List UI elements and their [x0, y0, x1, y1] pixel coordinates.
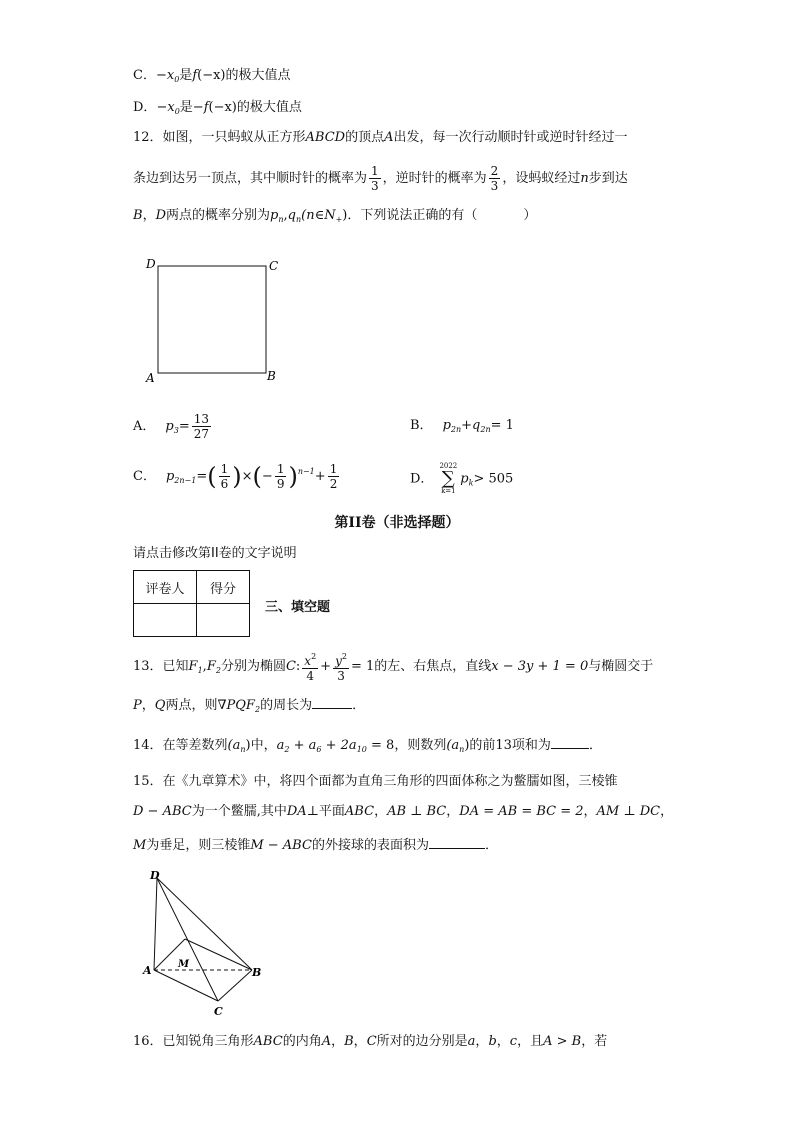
q11-option-c: C．$-x_0$是f(−x)的极大值点 — [133, 68, 291, 84]
label-c: C — [269, 259, 279, 273]
label-b: B — [252, 966, 262, 979]
score-table — [133, 570, 250, 637]
edge-ac — [154, 970, 218, 1001]
q12-line-3: B，D两点的概率分别为$p_n,q_n(n\in N_+)$．下列说法正确的有（ ） — [133, 208, 537, 224]
table-cell-score — [197, 604, 250, 637]
label-b: B — [267, 369, 276, 383]
q15-line-3: M为垂足，则三棱锥M − ABC的外接球的表面积为 ． — [133, 834, 498, 856]
label-d: D — [150, 869, 160, 882]
section-note[interactable]: 请点击修改第II卷的文字说明 — [133, 546, 297, 561]
q15-line-1: 15．在《九章算术》中，将四个面都为直角三角形的四面体称之为鳖臑如图，三棱锥 — [133, 774, 618, 789]
tetrahedron-figure — [140, 866, 270, 1018]
square-figure — [140, 252, 290, 388]
edge-dc — [157, 878, 218, 1001]
q11-option-d: D．$-x_0$是−f(−x)的极大值点 — [133, 100, 302, 116]
q13-line-1: 13．已知$F_1,F_2$分别为椭圆C: $\frac{x^2}{4}$ + $\frac{y^2}{3}$ = 1的左、右焦点，直线x − 3y + 1 = 0与椭圆交于 — [133, 652, 654, 683]
q16-line: 16．已知锐角三角形ABC的内角A，B，C所对的边分别是a，b，c，且A > B，若 — [133, 1034, 608, 1049]
label-m: M — [178, 959, 190, 970]
q15-answer-blank[interactable] — [429, 834, 485, 849]
q12-option-b: B． $p_{2n}+q_{2n}= 1$ — [410, 418, 514, 434]
edge-db — [157, 878, 252, 970]
q15-line-2: D − ABC为一个鳖臑,其中DA⊥平面ABC，AB ⊥ BC，DA = AB = BC = 2，AM ⊥ DC， — [133, 804, 674, 819]
q14-answer-blank[interactable] — [551, 734, 589, 749]
table-header-score: 得分 — [197, 571, 250, 604]
q13-line-2: P，Q两点，则$\nabla PQF_2$的周长为 ． — [133, 694, 365, 720]
label-d: D — [146, 257, 156, 271]
q12-option-d: D． 2022 ∑ k=1 $p_k> 505$ — [410, 462, 514, 495]
section-title: 第II卷（非选择题） — [334, 515, 460, 531]
label-a: A — [143, 964, 152, 977]
q12-option-a: A． $p_3=$ $\frac{13}{27}$ — [133, 412, 209, 441]
square-abcd — [158, 266, 266, 373]
edge-da — [154, 878, 157, 970]
table-cell-grader — [134, 604, 197, 637]
q14-line: 14．在等差数列$(a_n)$中，$a_2 + a_6 + 2a_{10} = 8$，则数列$(a_n)$的前13项和为 ． — [133, 734, 602, 760]
q12-line-2: 条边到达另一顶点，其中顺时针的概率为 $\frac{1}{3}$ ，逆时针的概率为 $\frac{2}{3}$ ，设蚂蚁经过n步到达 — [133, 164, 628, 193]
label-a: A — [146, 371, 155, 385]
edge-bc — [218, 970, 252, 1001]
q13-answer-blank[interactable] — [312, 694, 352, 709]
table-header-grader: 评卷人 — [134, 571, 197, 604]
q12-option-c: C． $p_{2n-1}=$( $\frac{1}{6}$ )×(− $\frac{1}{9}$ )$^{n-1}$+ $\frac{1}{2}$ — [133, 462, 338, 491]
q12-line-1: 12．如图，一只蚂蚁从正方形ABCD的顶点A出发，每一次行动顺时针或逆时针经过一 — [133, 130, 628, 145]
fill-in-section-title: 三、填空题 — [265, 600, 331, 615]
label-c: C — [214, 1005, 223, 1018]
